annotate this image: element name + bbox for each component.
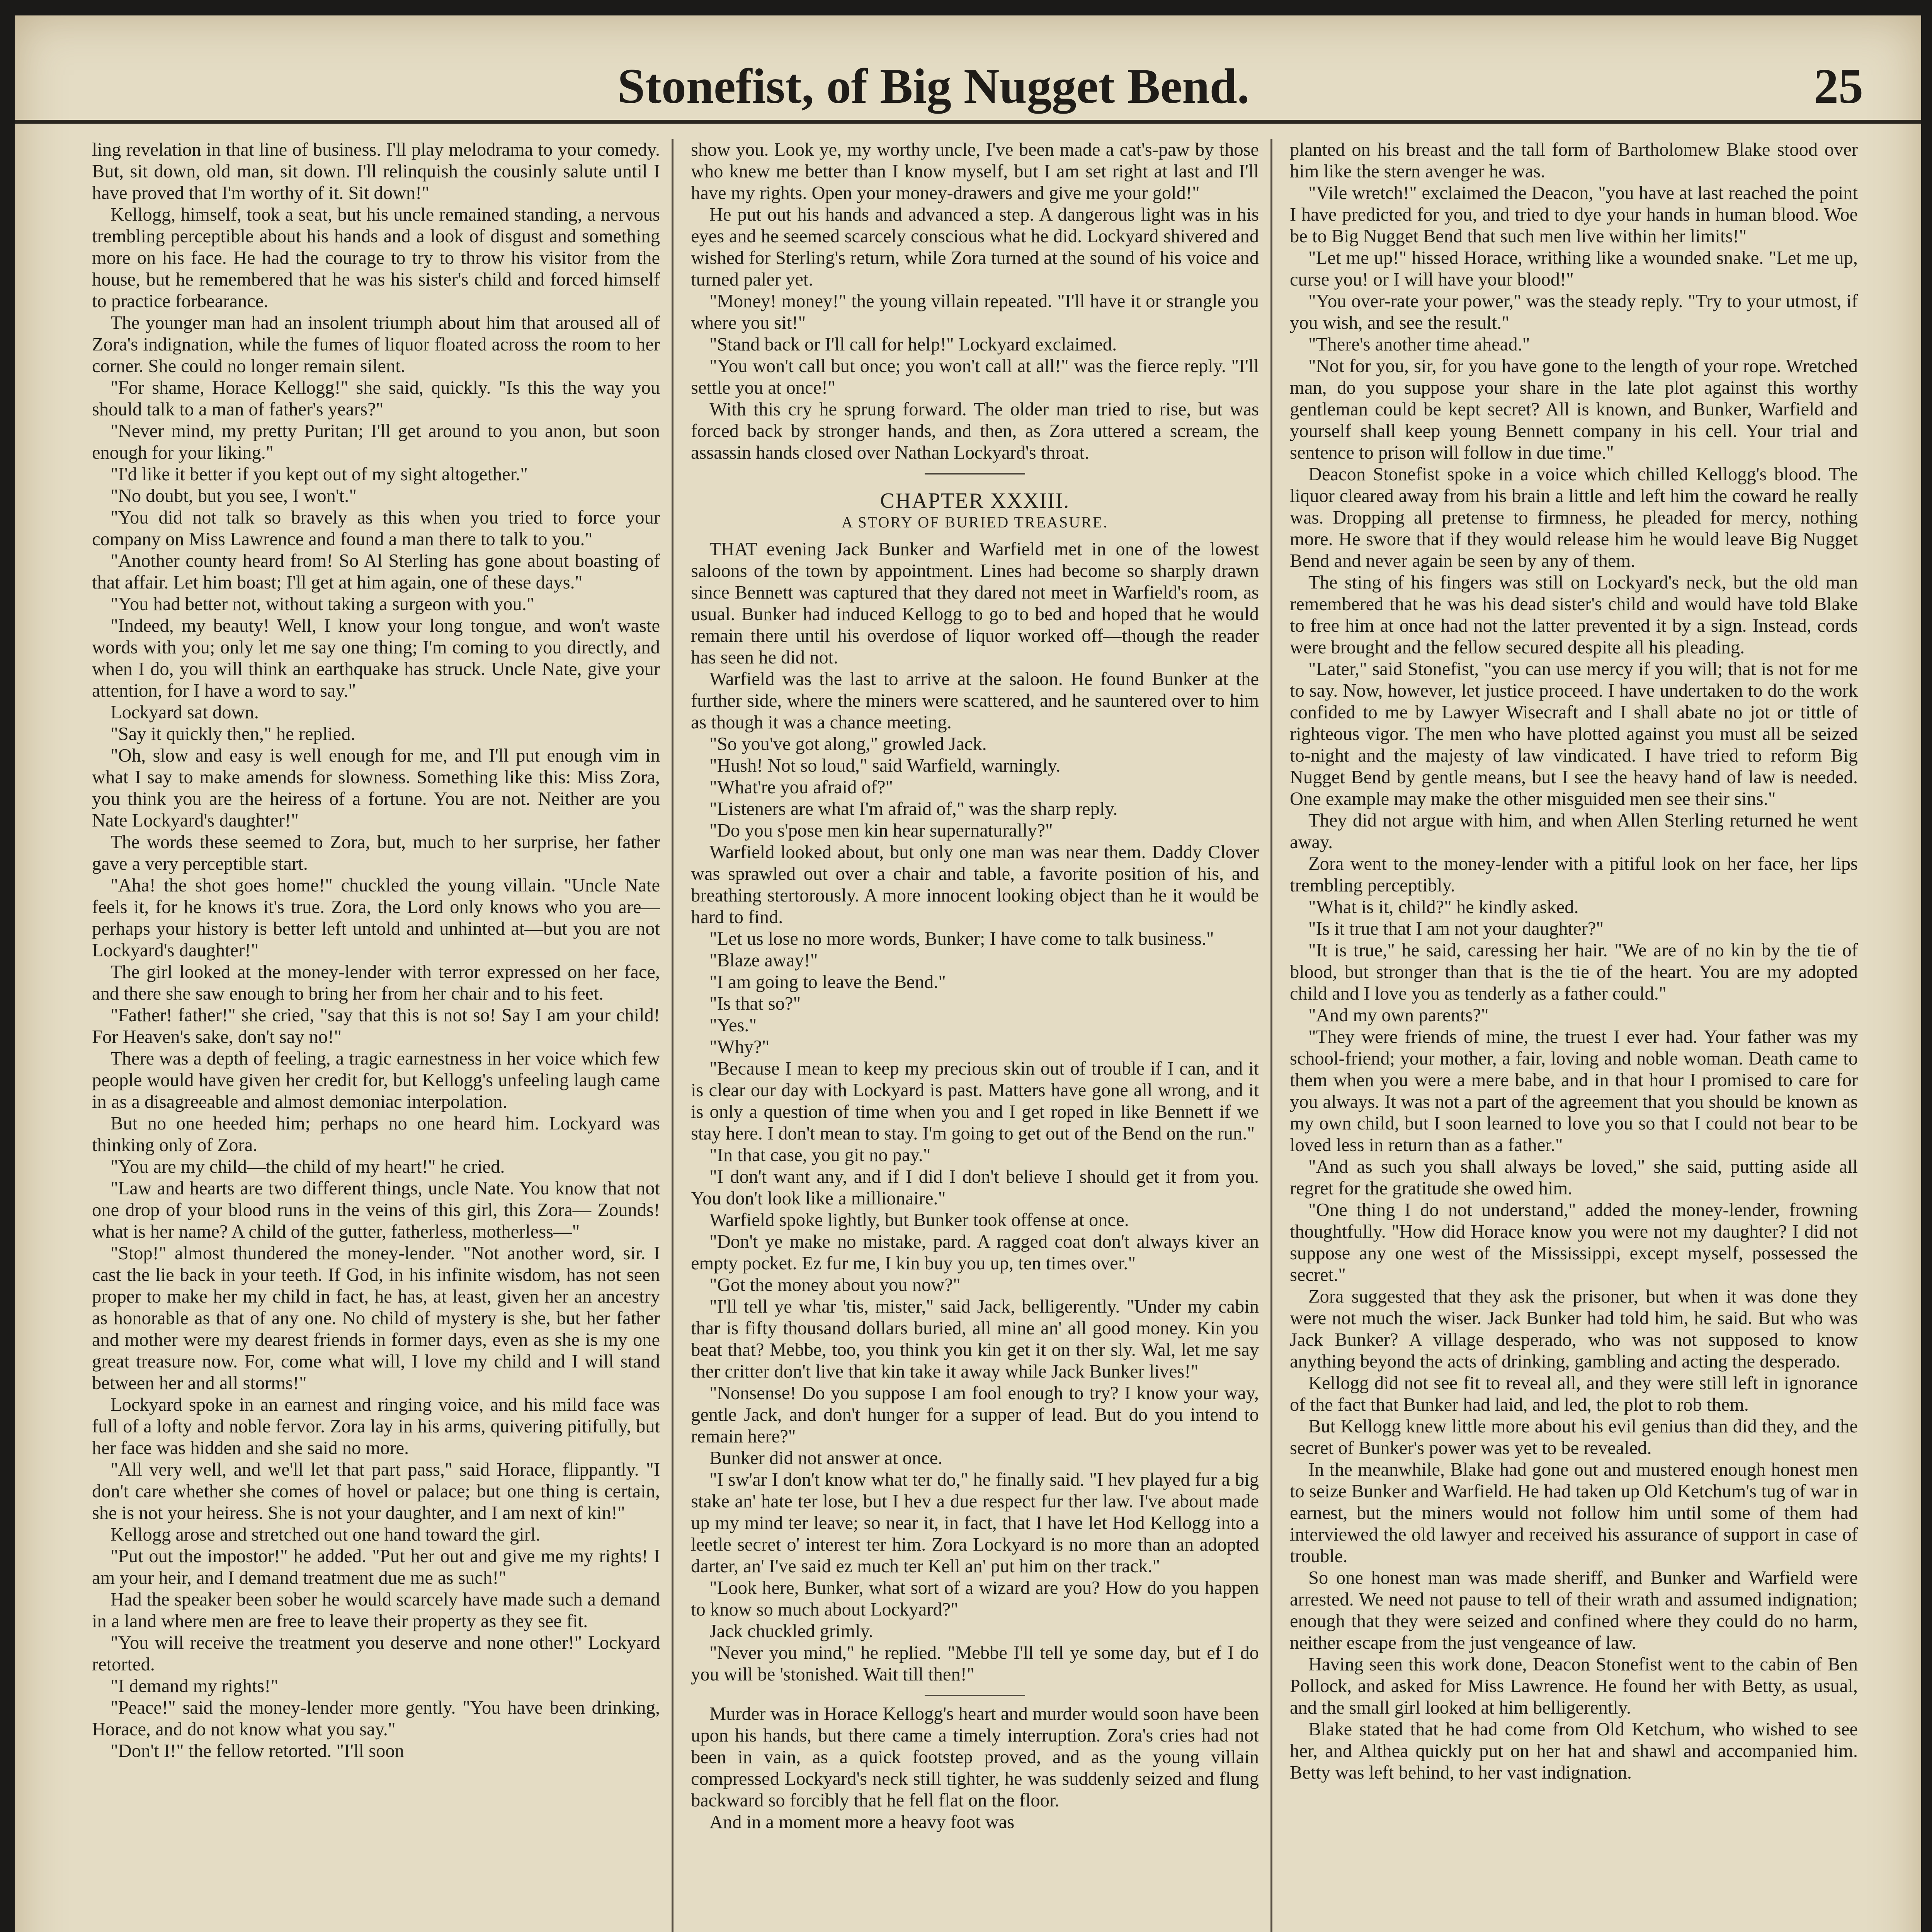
paragraph: With this cry he sprung forward. The older man tried to rise, but was forced back by stronger hands, and then, as Zora uttered a scream, the assassin hands closed over Nathan Lockyard's throat. <box>691 399 1259 463</box>
paragraph: "Put out the impostor!" he added. "Put her out and give me my rights! I am your heir, and I demand treatment due me as such!" <box>92 1546 660 1588</box>
paragraph: Warfield looked about, but only one man was near them. Daddy Clover was sprawled out over a chair and table, a favorite position of his, and breathing stertorously. A more innocent looking object than he it would be hard to find. <box>691 842 1259 927</box>
paragraph: "No doubt, but you see, I won't." <box>111 486 357 506</box>
column-divider <box>1270 139 1272 1932</box>
chapter-subtitle: A STORY OF BURIED TREASURE. <box>841 514 1109 531</box>
paragraph: "Father! father!" she cried, "say that this is not so! Say I am your child! For Heaven's sake, don't say no!" <box>92 1005 660 1047</box>
paragraph: "Stop!" almost thundered the money-lender. "Not another word, sir. I cast the lie back in your teeth. If God, in his infinite wisdom, has not seen proper to make her my child in fact, he has, at least, given her an ancestry as honorable as that of any one. No child of mystery is she, but her father and mother were my dearest friends in former days, even as she is my one great treasure now. For, come what will, I love my child and I will stand between her and all storms!" <box>92 1243 660 1393</box>
paragraph: "All very well, and we'll let that part pass," said Horace, flippantly. "I don't care whether she comes of hovel or palace; but one thing is certain, she is not your heiress. She is not your daughter, and I am next of kin!" <box>92 1459 660 1523</box>
page-number: 25 <box>1814 59 1863 114</box>
paragraph: And in a moment more a heavy foot was <box>709 1812 1015 1832</box>
paragraph: "Money! money!" the young villain repeated. "I'll have it or strangle you where you sit!" <box>691 291 1259 333</box>
paragraph: Kellogg, himself, took a seat, but his uncle remained standing, a nervous trembling perceptible about his hands and a look of disgust and something more on his face. He had the courage to try to throw his visitor from the house, but he remembered that he was his sister's child and forced himself to practice forbearance. <box>92 204 660 311</box>
paragraph: "And my own parents?" <box>1308 1005 1489 1026</box>
paragraph: "What is it, child?" he kindly asked. <box>1308 897 1579 917</box>
paragraph: "For shame, Horace Kellogg!" she said, quickly. "Is this the way you should talk to a man of father's years?" <box>92 378 660 420</box>
paragraph: "You will receive the treatment you deserve and none other!" Lockyard retorted. <box>92 1633 660 1675</box>
paragraph: The sting of his fingers was still on Lockyard's neck, but the old man remembered that he was his dead sister's child and would have told Blake to free him at once had not the latter prevented it by a sign. Instead, cords were brought and the fellow secured despite all his pleading. <box>1290 572 1858 658</box>
paragraph: "Peace!" said the money-lender more gently. "You have been drinking, Horace, and do not know what you say." <box>92 1697 660 1740</box>
chapter-rule <box>925 473 1025 474</box>
paragraph: "Never mind, my pretty Puritan; I'll get around to you anon, but soon enough for your liking." <box>92 421 660 463</box>
section-rule <box>925 1695 1025 1696</box>
paragraph: "Why?" <box>709 1037 770 1057</box>
paragraph: Lockyard spoke in an earnest and ringing voice, and his mild face was full of a lofty and noble fervor. Zora lay in his arms, quivering pitifully, but her face was hidden and she said no more. <box>92 1395 660 1458</box>
paragraph: "Don't ye make no mistake, pard. A ragged coat don't always kiver an empty pocket. Ez fur me, I kin buy you up, ten times over." <box>691 1231 1259 1274</box>
paragraph: In the meanwhile, Blake had gone out and mustered enough honest men to seize Bunker and Warfield. He had taken up Old Ketchum's tug of war in earnest, but the miners would not follow him until some of them had interviewed the old lawyer and received his assurance of support in case of trouble. <box>1290 1459 1858 1566</box>
paragraph: Bunker did not answer at once. <box>709 1448 943 1468</box>
paragraph: Blake stated that he had come from Old Ketchum, who wished to see her, and Althea quickly put on her hat and shawl and accompanied him. Betty was left behind, to her vast indignation. <box>1290 1719 1858 1783</box>
column-divider <box>672 139 673 1932</box>
paragraph: "What're you afraid of?" <box>709 777 893 798</box>
paragraph: "Let me up!" hissed Horace, writhing like a wounded snake. "Let me up, curse you! or I will have your blood!" <box>1290 248 1858 290</box>
paragraph: ling revelation in that line of business. I'll play melodrama to your comedy. But, sit down, old man, sit down. I'll relinquish the cousinly salute until I have proved that I'm worthy of it. Sit down!" <box>92 139 660 203</box>
paragraph: Lockyard sat down. <box>111 702 259 723</box>
paragraph: Kellogg did not see fit to reveal all, and they were still left in ignorance of the fact that Bunker had laid, and led, the plot to rob them. <box>1290 1373 1858 1415</box>
paragraph: "Say it quickly then," he replied. <box>111 724 355 744</box>
paragraph: "Stand back or I'll call for help!" Lockyard exclaimed. <box>709 334 1117 355</box>
text-column-1 <box>92 139 660 1932</box>
paragraph: They did not argue with him, and when Allen Sterling returned he went away. <box>1290 810 1858 852</box>
paragraph: "Never you mind," he replied. "Mebbe I'll tell ye some day, but ef I do you will be 'stonished. Wait till then!" <box>691 1643 1259 1685</box>
paragraph: The girl looked at the money-lender with terror expressed on her face, and there she saw enough to bring her from her chair and to his feet. <box>92 962 660 1004</box>
paragraph: "And as such you shall always be loved," she said, putting aside all regret for the gratitude she owed him. <box>1290 1156 1858 1199</box>
paragraph: The younger man had an insolent triumph about him that aroused all of Zora's indignation, while the fumes of liquor floated across the room to her corner. She could no longer remain silent. <box>92 313 660 376</box>
paragraph: "You are my child—the child of my heart!" he cried. <box>111 1156 505 1177</box>
paragraph: "Look here, Bunker, what sort of a wizard are you? How do you happen to know so much about Lockyard?" <box>691 1578 1259 1620</box>
paragraph: "I demand my rights!" <box>111 1676 279 1696</box>
paragraph: Warfield spoke lightly, but Bunker took offense at once. <box>709 1210 1129 1230</box>
paragraph: "Because I mean to keep my precious skin out of trouble if I can, and it is clear our day with Lockyard is past. Matters have gone all wrong, and it is only a question of time when you and I get roped in like Bennett if we stay here. I don't mean to stay. I'm going to get out of the Bend on the run." <box>691 1058 1259 1144</box>
paragraph: "Nonsense! Do you suppose I am fool enough to try? I know your way, gentle Jack, and don't hunger for a supper of lead. But do you intend to remain here?" <box>691 1383 1259 1447</box>
paragraph: "Vile wretch!" exclaimed the Deacon, "you have at last reached the point I have predicted for you, and tried to dye your hands in human blood. Woe be to Big Nugget Bend that such men live within her limits!" <box>1290 183 1858 247</box>
paragraph: Murder was in Horace Kellogg's heart and murder would soon have been upon his hands, but there came a timely interruption. Zora's cries had not been in vain, as a quick footstep proved, and as the young villain compressed Lockyard's neck still tighter, he was suddenly seized and flung backward so forcibly that he fell flat on the floor. <box>691 1704 1259 1811</box>
paragraph: "I don't want any, and if I did I don't believe I should get it from you. You don't look like a millionaire." <box>691 1167 1259 1209</box>
paragraph: Deacon Stonefist spoke in a voice which chilled Kellogg's blood. The liquor cleared away from his brain a little and left him the coward he really was. Dropping all pretense to firmness, he pleaded for mercy, nothing more. He swore that if they would release him he would leave Big Nugget Bend and never again be seen by any of them. <box>1290 464 1858 571</box>
paragraph: "Oh, slow and easy is well enough for me, and I'll put enough vim in what I say to make amends for slowness. Something like this: Miss Zora, you think you are the heiress of a fortune. You are not. Neither are you Nate Lockyard's daughter!" <box>92 745 660 831</box>
paragraph: "Let us lose no more words, Bunker; I have come to talk business." <box>709 929 1214 949</box>
paragraph: "It is true," he said, caressing her hair. "We are of no kin by the tie of blood, but stronger than that is the tie of the heart. You are my adopted child and I love you as tenderly as a father could." <box>1290 940 1858 1004</box>
paragraph: "Do you s'pose men kin hear supernaturally?" <box>709 820 1053 841</box>
paragraph: "In that case, you git no pay." <box>709 1145 931 1165</box>
text-column-3 <box>1290 139 1858 1932</box>
paragraph: "Don't I!" the fellow retorted. "I'll soon <box>111 1741 404 1761</box>
paragraph: planted on his breast and the tall form of Bartholomew Blake stood over him like the stern avenger he was. <box>1290 139 1858 182</box>
paragraph: Having seen this work done, Deacon Stonefist went to the cabin of Ben Pollock, and asked for Miss Lawrence. He found her with Betty, as usual, and the small girl looked at him belligerently. <box>1290 1654 1858 1718</box>
paragraph: So one honest man was made sheriff, and Bunker and Warfield were arrested. We need not pause to tell of their wrath and assumed indignation; enough that they were seized and confined where they could do no harm, neither escape from the just vengeance of law. <box>1290 1568 1858 1653</box>
paragraph: show you. Look ye, my worthy uncle, I've been made a cat's-paw by those who knew me better than I know myself, but I am set right at last and I'll have my rights. Open your money-drawers and give me your gold!" <box>691 139 1259 203</box>
paragraph: "I'll tell ye whar 'tis, mister," said Jack, belligerently. "Under my cabin thar is fifty thousand dollars buried, all mine an' all good money. Kin you beat that? Mebbe, too, you think you kin get it on ther sly. Wal, let me say ther critter don't live that kin take it away while Jack Bunker lives!" <box>691 1296 1259 1382</box>
paragraph: "Blaze away!" <box>709 950 818 971</box>
paragraph: "Hush! Not so loud," said Warfield, warningly. <box>709 755 1061 776</box>
text-column-2 <box>691 139 1259 1932</box>
paragraph: THAT evening Jack Bunker and Warfield met in one of the lowest saloons of the town by appointment. Lines had become so sharply drawn since Bennett was captured that they dared not meet in Warfield's room, as usual. Bunker had induced Kellogg to go to bed and hoped that he would remain there until his overdose of liquor worked off—though the reader has seen he did not. <box>691 539 1259 668</box>
paragraph: "One thing I do not understand," added the money-lender, frowning thoughtfully. "How did Horace know you were not my daughter? I did not suppose any one west of the Mississippi, except myself, possessed the secret." <box>1290 1200 1858 1285</box>
paragraph: Zora suggested that they ask the prisoner, but when it was done they were not much the wiser. Jack Bunker had told him, he said. But who was Jack Bunker? A village desperado, who was not supposed to know anything beyond the acts of drinking, gambling and acting the desperado. <box>1290 1286 1858 1372</box>
paragraph: "You had better not, without taking a surgeon with you." <box>111 594 534 614</box>
paragraph: "Got the money about you now?" <box>709 1275 961 1295</box>
paragraph: "Indeed, my beauty! Well, I know your long tongue, and won't waste words with you; only let me say one thing; I'm coming to you directly, and when I do, you will think an earthquake has struck. Uncle Nate, give your attention, for I have a word to say." <box>92 616 660 701</box>
paragraph: "Is that so?" <box>709 993 801 1014</box>
running-title: Stonefist, of Big Nugget Bend. <box>617 59 1250 114</box>
paragraph: "You won't call but once; you won't call at all!" was the fierce reply. "I'll settle you at once!" <box>691 356 1259 398</box>
paragraph: "They were friends of mine, the truest I ever had. Your father was my school-friend; your mother, a fair, loving and noble woman. Death came to them when you were a mere babe, and in that hour I promised to care for you always. It was not a part of the agreement that you should be known as my own child, but I soon learned to love you so that I could not bear to be loved less in return than as a father." <box>1290 1027 1858 1155</box>
paragraph: "You over-rate your power," was the steady reply. "Try to your utmost, if you wish, and see the result." <box>1290 291 1858 333</box>
paragraph: "I sw'ar I don't know what ter do," he finally said. "I hev played fur a big stake an' hate ter lose, but I hev a due respect fur ther law. I've about made up my mind ter leave; so near it, in fact, that I have let Hod Kellogg into a leetle secret o' interest ter him. Zora Lockyard is no more than an adopted darter, an' I've said ez much ter Kell an' put him on ther track." <box>691 1469 1259 1577</box>
paragraph: But no one heeded him; perhaps no one heard him. Lockyard was thinking only of Zora. <box>92 1113 660 1155</box>
paragraph: "Listeners are what I'm afraid of," was the sharp reply. <box>709 799 1118 819</box>
magazine-page <box>15 15 1921 1932</box>
paragraph: But Kellogg knew little more about his evil genius than did they, and the secret of Bunker's power was yet to be revealed. <box>1290 1416 1858 1458</box>
paragraph: "There's another time ahead." <box>1308 334 1530 355</box>
paragraph: "I'd like it better if you kept out of my sight altogether." <box>111 464 528 485</box>
running-header <box>15 43 1921 124</box>
paragraph: The words these seemed to Zora, but, much to her surprise, her father gave a very perceptible start. <box>92 832 660 874</box>
paragraph: Warfield was the last to arrive at the saloon. He found Bunker at the further side, where the miners were scattered, and he sauntered over to him as though it was a chance meeting. <box>691 669 1259 733</box>
chapter-heading: CHAPTER XXXIII. <box>880 489 1070 513</box>
paragraph: Jack chuckled grimly. <box>709 1621 873 1641</box>
paragraph: Kellogg arose and stretched out one hand toward the girl. <box>111 1524 541 1545</box>
paragraph: "Aha! the shot goes home!" chuckled the young villain. "Uncle Nate feels it, for he knows it's true. Zora, the Lord only knows who you are—perhaps your history is better left untold and unhinted at—but you are not Lockyard's daughter!" <box>92 875 660 961</box>
paragraph: "I am going to leave the Bend." <box>709 972 946 992</box>
paragraph: "Not for you, sir, for you have gone to the length of your rope. Wretched man, do you suppose your share in the late plot against this worthy gentleman could be kept secret? All is known, and Bunker, Warfield and yourself shall keep young Bennett company in his cell. Your trial and sentence to prison will follow in due time." <box>1290 356 1858 463</box>
paragraph: "Another county heard from! So Al Sterling has gone about boasting of that affair. Let him boast; I'll get at him again, one of these days." <box>92 551 660 593</box>
paragraph: He put out his hands and advanced a step. A dangerous light was in his eyes and he seemed scarcely conscious what he did. Lockyard shivered and wished for Sterling's return, while Zora turned at the sound of his voice and turned paler yet. <box>691 204 1259 290</box>
paragraph: "You did not talk so bravely as this when you tried to force your company on Miss Lawrence and found a man there to talk to you." <box>92 507 660 549</box>
paragraph: Had the speaker been sober he would scarcely have made such a demand in a land where men are free to leave their property as they see fit. <box>92 1589 660 1631</box>
paragraph: "Later," said Stonefist, "you can use mercy if you will; that is not for me to say. Now, however, let justice proceed. I have undertaken to do the work confided to me by Lawyer Wisecraft and I shall abate no jot or tittle of righteous vigor. The men who have plotted against you must all be seized to-night and the majesty of law vindicated. I have tried to reform Big Nugget Bend by gentle means, but I see the heavy hand of law is needed. One example may make the other misguided men see their sins." <box>1290 659 1858 809</box>
paragraph: "Is it true that I am not your daughter?" <box>1308 918 1604 939</box>
paragraph: "So you've got along," growled Jack. <box>709 734 987 754</box>
paragraph: There was a depth of feeling, a tragic earnestness in her voice which few people would have given her credit for, but Kellogg's unfeeling laugh came in as a disagreeable and almost demoniac interpolation. <box>92 1048 660 1112</box>
paragraph: "Yes." <box>709 1015 757 1036</box>
paragraph: "Law and hearts are two different things, uncle Nate. You know that not one drop of your blood runs in the veins of this girl, this Zora— Zounds! what is her name? A child of the gutter, fatherless, motherless—" <box>92 1178 660 1242</box>
paragraph: Zora went to the money-lender with a pitiful look on her face, her lips trembling perceptibly. <box>1290 854 1858 896</box>
